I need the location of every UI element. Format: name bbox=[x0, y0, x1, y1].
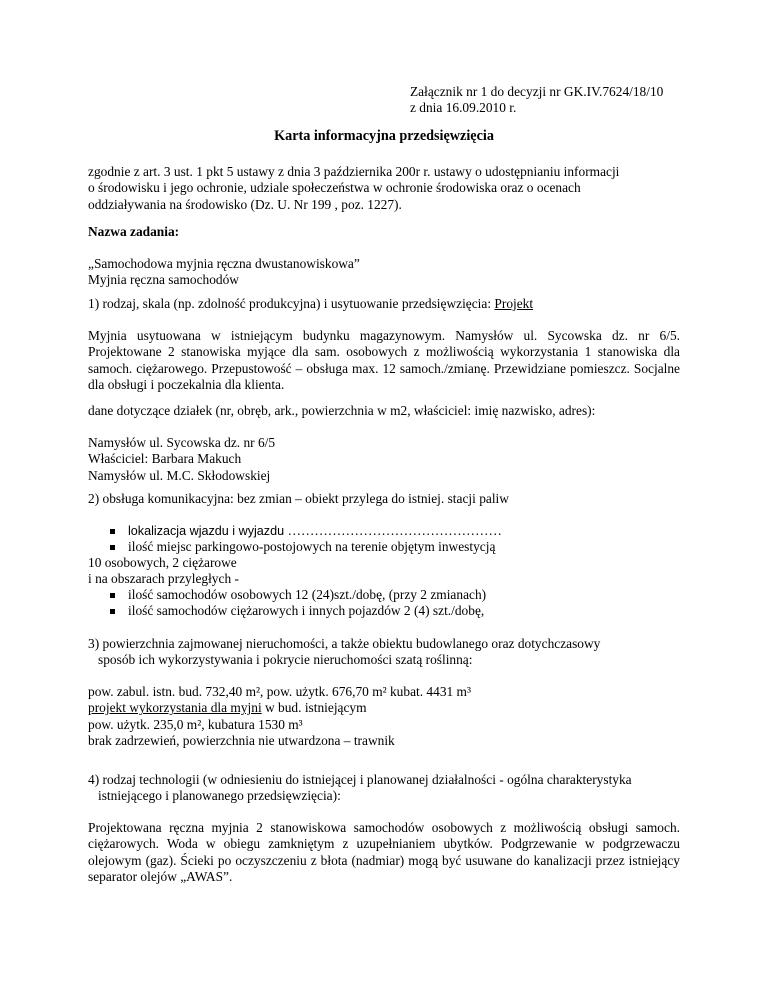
vegetation-note: brak zadrzewień, powierzchnia nie utwardzona – trawnik bbox=[88, 733, 395, 749]
list-item bbox=[112, 523, 682, 539]
section-3-label-1: 3) powierzchnia zajmowanej nieruchomości, a także obiektu budowlanego oraz dotychczasowy bbox=[88, 636, 601, 651]
section-3-label-2: sposób ich wykorzystywania i pokrycie nieruchomości szatą roślinną: bbox=[98, 652, 473, 668]
plot-address: Namysłów ul. Sycowska dz. nr 6/5 bbox=[88, 435, 276, 450]
annex-line-1: Załącznik nr 1 do decyzji nr GK.IV.7624/18/10 bbox=[410, 84, 664, 99]
intro-paragraph bbox=[88, 164, 680, 213]
adjacent-areas: i na obszarach przyległych - bbox=[88, 571, 239, 587]
section-3-details bbox=[88, 684, 680, 750]
section-1-heading bbox=[88, 296, 680, 312]
list-item: ilość miejsc parkingowo-postojowych na terenie objętym inwestycją bbox=[112, 539, 682, 555]
task-name bbox=[88, 256, 680, 289]
section-3-heading bbox=[88, 636, 680, 669]
plot-owner: Właściciel: Barbara Makuch bbox=[88, 451, 242, 467]
list-item: ilość samochodów ciężarowych i innych pojazdów 2 (4) szt./dobę, bbox=[112, 603, 682, 619]
plot-data-label: dane dotyczące działek (nr, obręb, ark., powierzchnia w m2, właściciel: imię nazwisko, adres): bbox=[88, 403, 596, 418]
parking-count: 10 osobowych, 2 ciężarowe bbox=[88, 555, 237, 570]
car-wash-project-link[interactable]: projekt wykorzystania dla myjni bbox=[88, 700, 262, 716]
car-wash-project-rest: w bud. istniejącym bbox=[261, 700, 367, 716]
task-heading: Nazwa zadania: bbox=[88, 224, 180, 239]
annex-line-2: z dnia 16.09.2010 r. bbox=[410, 100, 517, 116]
intro-line-3: oddziaływania na środowisko (Dz. U. Nr 199 , poz. 1227). bbox=[88, 196, 402, 212]
section-4-label-1: 4) rodzaj technologii (w odniesieniu do istniejącej i planowanej działalności - ogólna charakterystyka bbox=[88, 772, 632, 787]
section-2-heading: 2) obsługa komunikacyjna: bez zmian – obiekt przylega do istniej. stacji paliw bbox=[88, 491, 509, 506]
section-4-description: Projektowana ręczna myjnia 2 stanowiskowa samochodów osobowych z możliwością obsługi samoch. ciężarowych. Woda w obiegu zamkniętym z uzupełnianiem ubytków. Podgrzewanie w podgrzewaczu olejowym (gaz). Ścieki po oczyszczeniu z błota (nadmiar) mogą być usuwane do kanalizacji przez istniejący separator olejów „AWAS”. bbox=[88, 820, 680, 885]
section-2-list-a bbox=[112, 523, 682, 556]
annex-reference bbox=[410, 84, 663, 117]
section-2-list-b bbox=[112, 587, 682, 620]
existing-building-area: pow. zabul. istn. bud. 732,40 m², pow. użytk. 676,70 m² kubat. 4431 m³ bbox=[88, 684, 471, 699]
entry-exit-label: lokalizacja wjazdu i wyjazdu bbox=[128, 524, 288, 538]
section-1-project-link[interactable]: Projekt bbox=[494, 296, 534, 311]
section-1-description: Myjnia usytuowana w istniejącym budynku magazynowym. Namysłów ul. Sycowska dz. nr 6/5. Projektowane 2 stanowiska myjące dla sam. osobowych z możliwością wykorzystania 1 stanowiska dla samoch. ciężarowego. Przepustowość – obsługa max. 12 samoch./zmianę. Przewidziane pomieszcz. Socjalne dla obsługi i poczekalnia dla klienta. bbox=[88, 328, 680, 393]
task-name-line-1: „Samochodowa myjnia ręczna dwustanowiskowa” bbox=[88, 256, 360, 271]
plot-data bbox=[88, 435, 680, 484]
intro-line-2: o środowisku i jego ochronie, udziale społeczeństwa w ochronie środowiska oraz o ocenach bbox=[88, 180, 581, 196]
document-title: Karta informacyjna przedsięwzięcia bbox=[274, 128, 494, 144]
usable-area: pow. użytk. 235,0 m², kubatura 1530 m³ bbox=[88, 716, 303, 732]
task-name-line-2: Myjnia ręczna samochodów bbox=[88, 272, 239, 288]
section-4-heading bbox=[88, 772, 680, 805]
parking-details bbox=[88, 555, 680, 588]
intro-line-1: zgodnie z art. 3 ust. 1 pkt 5 ustawy z dnia 3 października 200r r. ustawy o udostępnianiu informacji bbox=[88, 164, 620, 179]
car-wash-project-line bbox=[88, 700, 680, 716]
list-item: ilość samochodów osobowych 12 (24)szt./dobę, (przy 2 zmianach) bbox=[112, 587, 682, 603]
plot-owner-address: Namysłów ul. M.C. Skłodowskiej bbox=[88, 467, 271, 483]
section-4-label-2: istniejącego i planowanego przedsięwzięcia): bbox=[98, 788, 341, 804]
entry-exit-blank: ………………………………………… bbox=[287, 523, 502, 538]
section-1-label: 1) rodzaj, skala (np. zdolność produkcyjna) i usytuowanie przedsięwzięcia: bbox=[88, 296, 495, 311]
